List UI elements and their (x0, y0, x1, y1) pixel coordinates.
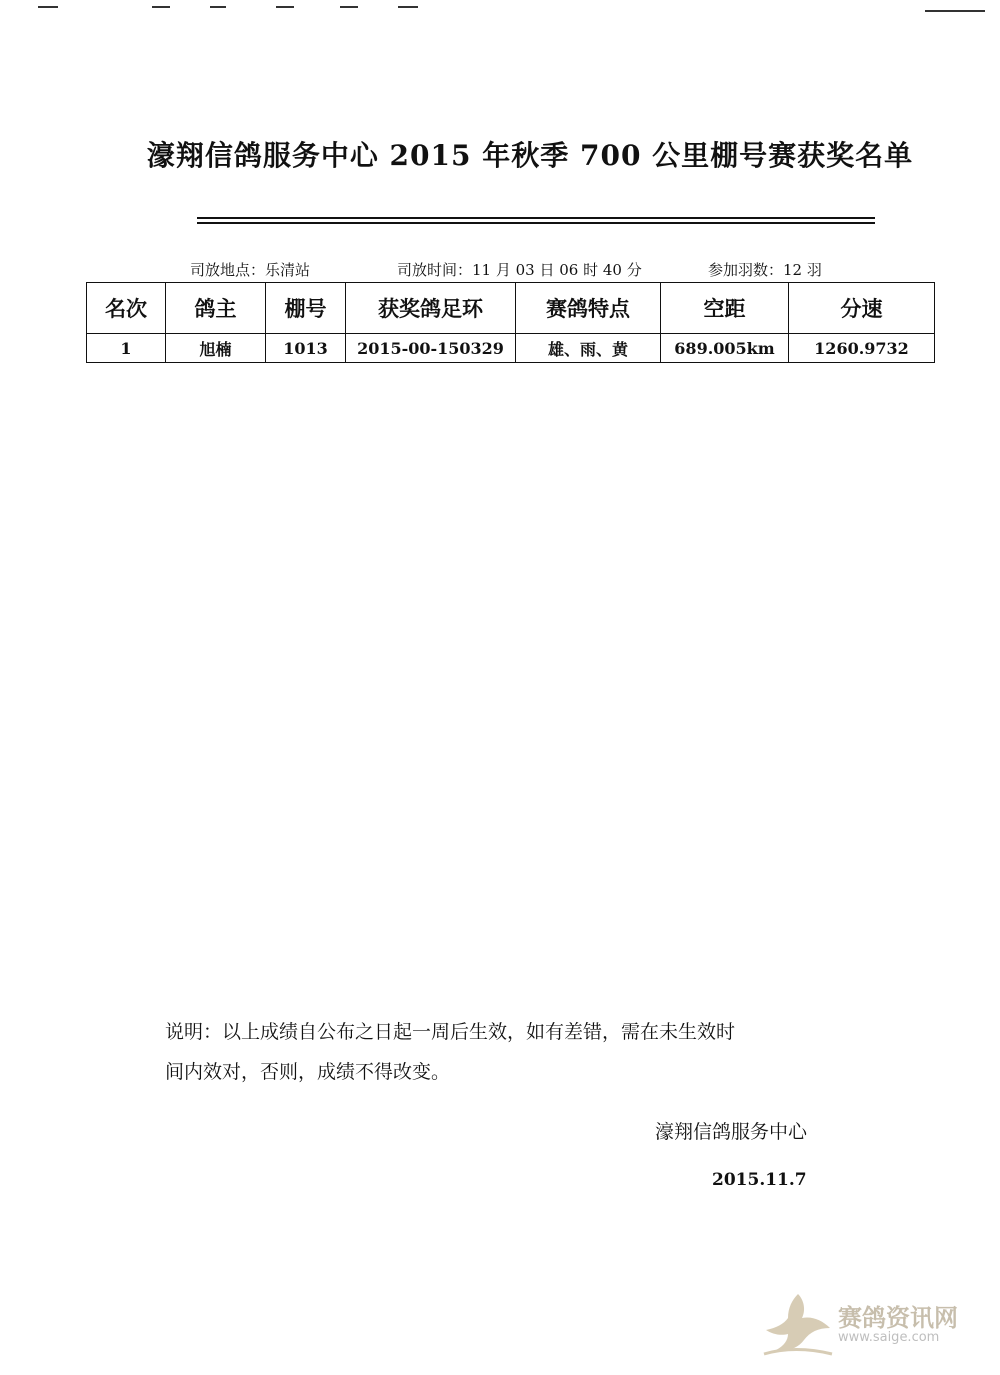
cell-traits: 雄、雨、黄 (516, 334, 661, 363)
header-speed: 分速 (789, 283, 935, 334)
release-location: 司放地点：乐清站 (190, 261, 311, 279)
header-traits: 赛鸽特点 (516, 283, 661, 334)
table-row (87, 334, 935, 363)
scan-mark (276, 6, 294, 8)
scan-mark (340, 6, 358, 8)
header-loft-number: 棚号 (266, 283, 346, 334)
scan-mark (152, 6, 170, 8)
watermark (758, 1290, 968, 1360)
scan-mark (210, 6, 226, 8)
results-table (86, 282, 935, 363)
document-title: 濠翔信鸽服务中心 2015 年秋季 700 公里棚号赛获奖名单 (146, 139, 914, 172)
watermark-url: www.saige.com (838, 1330, 940, 1345)
scan-mark (398, 6, 418, 8)
release-time: 司放时间：11 月 03 日 06 时 40 分 (397, 261, 642, 279)
validity-note (165, 1012, 865, 1092)
scan-mark (925, 10, 985, 12)
header-ring-number: 获奖鸽足环 (346, 283, 516, 334)
note-line-2: 间内效对，否则，成绩不得改变。 (165, 1061, 451, 1083)
cell-speed: 1260.9732 (789, 334, 935, 363)
watermark-text: 赛鸽资讯网 (838, 1304, 958, 1332)
cell-loft-number: 1013 (266, 334, 346, 363)
title-rule-bottom (197, 222, 875, 224)
issuing-organization: 濠翔信鸽服务中心 (655, 1121, 808, 1143)
cell-rank: 1 (87, 334, 166, 363)
table-header-row (87, 283, 935, 334)
cell-ring-number: 2015-00-150329 (346, 334, 516, 363)
header-rank: 名次 (87, 283, 166, 334)
header-distance: 空距 (661, 283, 789, 334)
participant-count: 参加羽数：12 羽 (708, 261, 822, 279)
cell-owner: 旭楠 (166, 334, 266, 363)
header-owner: 鸽主 (166, 283, 266, 334)
pigeon-logo-icon (758, 1290, 838, 1360)
issue-date: 2015.11.7 (712, 1170, 807, 1190)
cell-distance: 689.005km (661, 334, 789, 363)
note-line-1: 说明：以上成绩自公布之日起一周后生效，如有差错，需在未生效时 (165, 1021, 736, 1043)
scan-mark (38, 6, 58, 8)
title-rule-top (197, 217, 875, 219)
